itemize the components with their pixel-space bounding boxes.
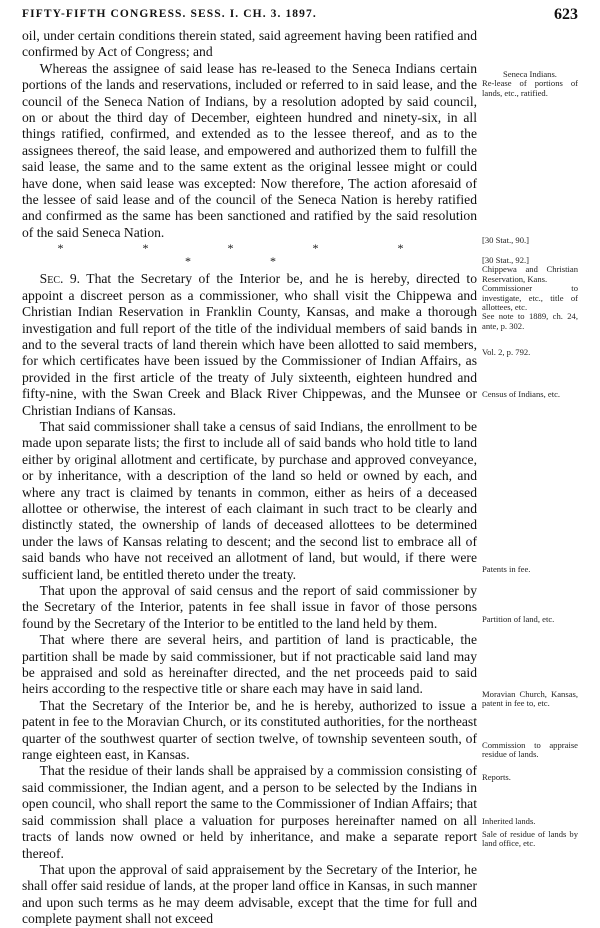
main-text	[22, 28, 477, 928]
margin-note-sale: Sale of residue of lands by land office, etc.	[482, 829, 578, 849]
paragraph: That where there are several heirs, and partition of land is practicable, the partition shall be made by said commissioner, but if not practicable said land may be appraised and sold as hereinafter directed, and the net proceeds paid to said heirs according to the respective title or share each may have in said land.	[22, 632, 477, 697]
paragraph: oil, under certain conditions therein stated, said agreement having been ratified and confirmed by Act of Congress; and	[22, 28, 477, 60]
margin-note-citation: [30 Stat., 90.]	[482, 235, 530, 245]
margin-note-seneca	[482, 70, 578, 98]
paragraph: That the residue of their lands shall be appraised by a commission consisting of said commissioner, the Indian agent, and a person to be selected by the Indians in open council, who shall report the same to the Commissioner of Indian Affairs; that said commission shall place a valuation for purposes hereinafter named on all tracts of lands now owned or held by inheritance, and make a separate report thereof.	[22, 763, 477, 861]
paragraph: Whereas the assignee of said lease has re-leased to the Seneca Indians certain portions of the lands and reservations, included or referred to in said lease, and the council of the Seneca Nation of Indians, by a resolution adopted by said council, on or about the third day of December, eighteen hundred and ninety-six, in all things ratified, confirmed, and extended as to the lessee thereof, and as to the assignees thereof, the said lease, and empowered and authorized them to fulfill the said lease, the same and to the same extent as the original lessee might or could have done, when said lease was excepted: Now therefore, The action aforesaid of the lessee of said lease and of the council of the Seneca Nation is hereby ratified and confirmed as the same has been sanctioned and ratified by the said resolution of the said Seneca Nation.	[22, 60, 477, 240]
running-head: FIFTY-FIFTH CONGRESS. SESS. I. CH. 3. 1897.	[22, 8, 317, 20]
margin-note-moravian: Moravian Church, Kansas, patent in fee to, etc.	[482, 689, 578, 709]
running-header	[22, 6, 578, 26]
paragraph: That the Secretary of the Interior be, and he is hereby, authorized to issue a patent in fee to the Moravian Church, or its constituted authorities, for the northeast quarter of the southwest quarter of section twelve, of township seventeen south, of range eighteen east, in Kansas.	[22, 697, 477, 763]
paragraph: That said commissioner shall take a census of said Indians, the enrollment to be made upon separate lists; the first to include all of said bands who hold title to land either by original allotment and certificate, by purchase and approved conveyance, or by inheritance, with a description of the land so held or owned by each, and where any tract is claimed by tenants in common, either as heirs of a deceased allottee or otherwise, the interest of each claimant in such tract to be clearly and distinctly stated, the ownership of lands of deceased allottees to be determined under the laws of Kansas relating to descent; and the second list to embrace all of said bands who have not received an allotment of land, but would, if there were sufficient land, be entitled thereto under the treaty.	[22, 418, 477, 582]
page-number: 623	[554, 6, 578, 23]
margin-note-citation: Vol. 2, p. 792.	[482, 347, 531, 357]
paragraph-section-9	[22, 271, 477, 419]
section-separator-stars: * * * * * * *	[57, 241, 442, 269]
margin-note-text: Commissioner to investigate, etc., title of allottees, etc.	[482, 283, 578, 313]
margin-note-census: Census of Indians, etc.	[482, 389, 561, 399]
margin-note-partition: Partition of land, etc.	[482, 614, 555, 624]
section-label: Sec. 9.	[39, 271, 81, 287]
margin-note-reports: Reports.	[482, 772, 511, 782]
paragraph: That upon the approval of said census and the report of said commissioner by the Secretary of the Interior, patents in fee shall issue in favor of those persons found by the Secretary of the Interior to be entitled to the land held by them.	[22, 583, 477, 631]
margin-note-title: Seneca Indians.	[503, 69, 557, 79]
margin-note-inherited: Inherited lands.	[482, 816, 536, 826]
margin-note-citation: [30 Stat., 92.]	[482, 255, 530, 265]
margin-note-text: Chippewa and Christian Reservation, Kans.	[482, 264, 578, 284]
margin-note-patents: Patents in fee.	[482, 564, 531, 574]
margin-note-text: See note to 1889, ch. 24, ante, p. 302.	[482, 311, 578, 331]
margin-note-text: Re-lease of portions of lands, etc., ratified.	[482, 78, 578, 98]
paragraph: That upon the approval of said appraisement by the Secretary of the Interior, he shall offer said residue of lands, at the proper land office in Kansas, in such manner and upon such terms as he may deem advisable, except that the time for full and complete payment shall not exceed	[22, 861, 477, 927]
margin-note-chippewa	[482, 256, 578, 331]
margin-note-commission: Commission to appraise residue of lands.	[482, 740, 578, 760]
paragraph-text: That the Secretary of the Interior be, and he is hereby, directed to appoint a discreet person as a commissioner, who shall visit the Chippewa and Christian Indian Reservation in Franklin County, Kansas, and make a thorough investigation and full report of the title of the individual members of said bands in and to the several tracts of land therein which have been allotted to said members, for which certificates have been issued by the Commissioner of Indian Affairs, as provided in the first article of the treaty of July sixteenth, eighteen hundred and fifty-nine, with the Swan Creek and Black River Chippewas, and the Munsee or Christian Indians of Kansas.	[22, 271, 477, 418]
